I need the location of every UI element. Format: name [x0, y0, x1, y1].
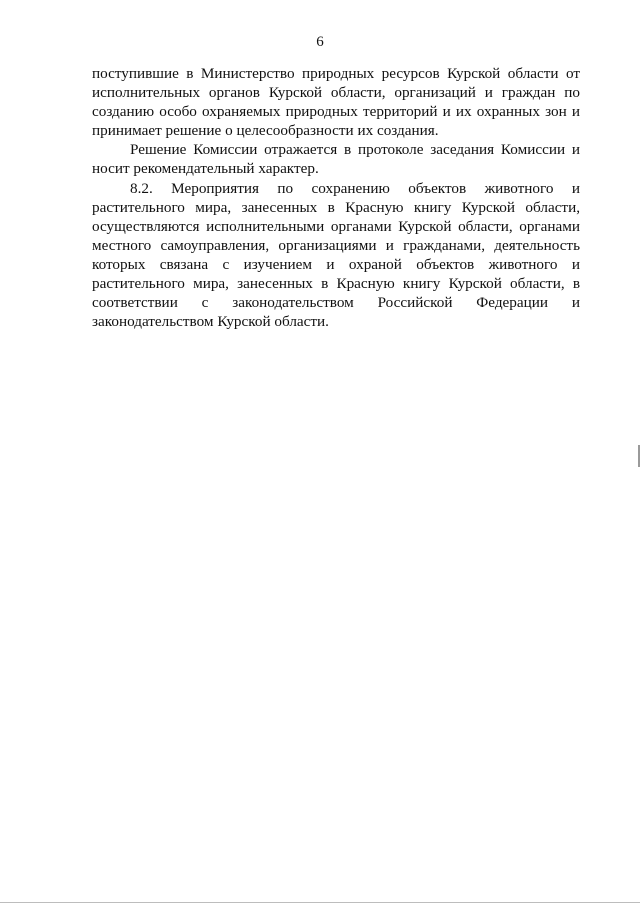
paragraph-continuation: поступившие в Министерство природных ресурсов Курской области от исполнительных органов Курской области, организаций и граждан по созданию особо охраняемых природных территорий и их охранных зон и принимает решение о целесообразности их создания. [92, 65, 580, 140]
scan-bottom-edge [0, 902, 640, 903]
document-body [92, 64, 580, 331]
page-number: 6 [316, 34, 324, 50]
paragraph-section-8-2: 8.2. Мероприятия по сохранению объектов животного и растительного мира, занесенных в Красную книгу Курской области, осуществляются исполнительными органами Курской области, органами местного самоуправления, организациями и гражданами, деятельность которых связана с изучением и охраной объектов животного и растительного мира, занесенных в Красную книгу Курской области, в соответствии с законодательством Российской Федерации и законодательством Курской области. [92, 179, 580, 331]
paragraph-commission-decision: Решение Комиссии отражается в протоколе заседания Комиссии и носит рекомендательный характер. [92, 141, 580, 178]
